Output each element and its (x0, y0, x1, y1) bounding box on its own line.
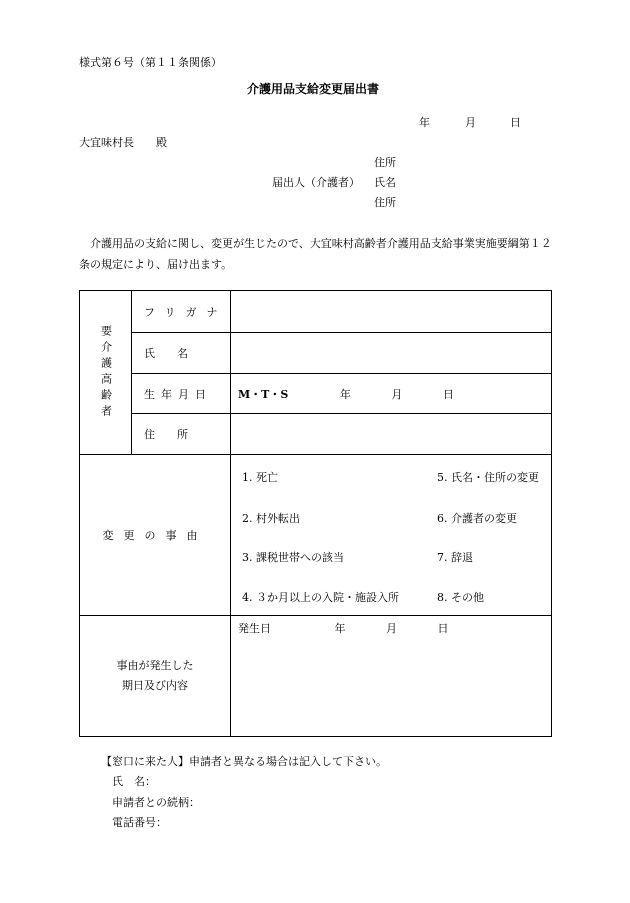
reason-section (80, 455, 231, 616)
footer-note: 【窓口に来た人】申請者と異なる場合は記入して下さい。 (101, 755, 387, 768)
reason-option-2[interactable]: 2. 村外転出 (242, 512, 300, 525)
body-text-line1: 介護用品の支給に関し、変更が生じたので、大宜味村高齢者介護用品支給事業実施要綱第１２ (90, 237, 552, 250)
care-recipient-label: 要介護高齢者 (99, 324, 113, 421)
name-label: 氏 名 (144, 347, 188, 360)
reason-option-8[interactable]: 8. その他 (437, 591, 484, 604)
date-month-label: 月 (465, 116, 476, 129)
form-number: 様式第６号（第１１条関係） (79, 56, 222, 69)
reason-option-5[interactable]: 5. 氏名・住所の変更 (437, 471, 539, 484)
body-text-line2: 条の規定により、届け出ます。 (79, 258, 233, 271)
applicant-address-label-2: 住所 (374, 196, 396, 209)
applicant-name-label: 氏名 (374, 176, 396, 189)
reason-option-1[interactable]: 1. 死亡 (242, 471, 278, 484)
document-title: 介護用品支給変更届出書 (247, 82, 380, 96)
addressee: 大宜味村長 殿 (79, 136, 167, 149)
birthdate-day: 日 (442, 387, 454, 401)
address-field[interactable] (231, 414, 552, 455)
care-recipient-section (80, 291, 132, 455)
address-label: 住 所 (144, 428, 188, 441)
birthdate-field[interactable] (231, 374, 552, 414)
reason-option-6[interactable]: 6. 介護者の変更 (437, 512, 517, 525)
birthdate-label: 生年月日 (144, 387, 212, 401)
form-table (79, 290, 552, 737)
reason-option-3[interactable]: 3. 課税世帯への該当 (242, 551, 344, 564)
birthdate-label-cell (132, 374, 231, 414)
name-label-cell (132, 333, 231, 374)
occurrence-section (80, 616, 231, 737)
applicant-address-label: 住所 (374, 156, 396, 169)
reason-options (231, 455, 552, 616)
date-day-label: 日 (510, 116, 521, 129)
date-year-label: 年 (419, 116, 430, 129)
footer-phone-label: 電話番号： (112, 816, 167, 829)
occurrence-year: 年 (334, 622, 346, 635)
occurrence-field[interactable] (231, 616, 552, 737)
reason-section-label: 変更の事由 (102, 529, 208, 542)
occurrence-month: 月 (386, 622, 397, 635)
birthdate-month: 月 (391, 387, 403, 401)
reason-option-4[interactable]: 4. ３か月以上の入院・施設入所 (242, 591, 399, 604)
birthdate-year: 年 (339, 387, 351, 401)
occurrence-label-line1: 事由が発生した (116, 659, 194, 672)
name-field[interactable] (231, 333, 552, 374)
birthdate-era: M・T・S (238, 387, 289, 401)
furigana-field[interactable] (231, 291, 552, 333)
footer-name-label: 氏 名： (112, 775, 156, 788)
furigana-label: フリガナ (144, 305, 228, 319)
reason-option-7[interactable]: 7. 辞退 (437, 551, 473, 564)
address-label-cell (132, 414, 231, 455)
applicant-label: 届出人（介護者） (272, 176, 360, 189)
occurrence-label-line2: 期日及び内容 (122, 679, 188, 692)
footer-relation-label: 申請者との続柄： (112, 796, 200, 809)
occurrence-day: 日 (437, 622, 449, 635)
occurrence-date-label: 発生日 (238, 622, 271, 635)
furigana-label-cell (132, 291, 231, 333)
